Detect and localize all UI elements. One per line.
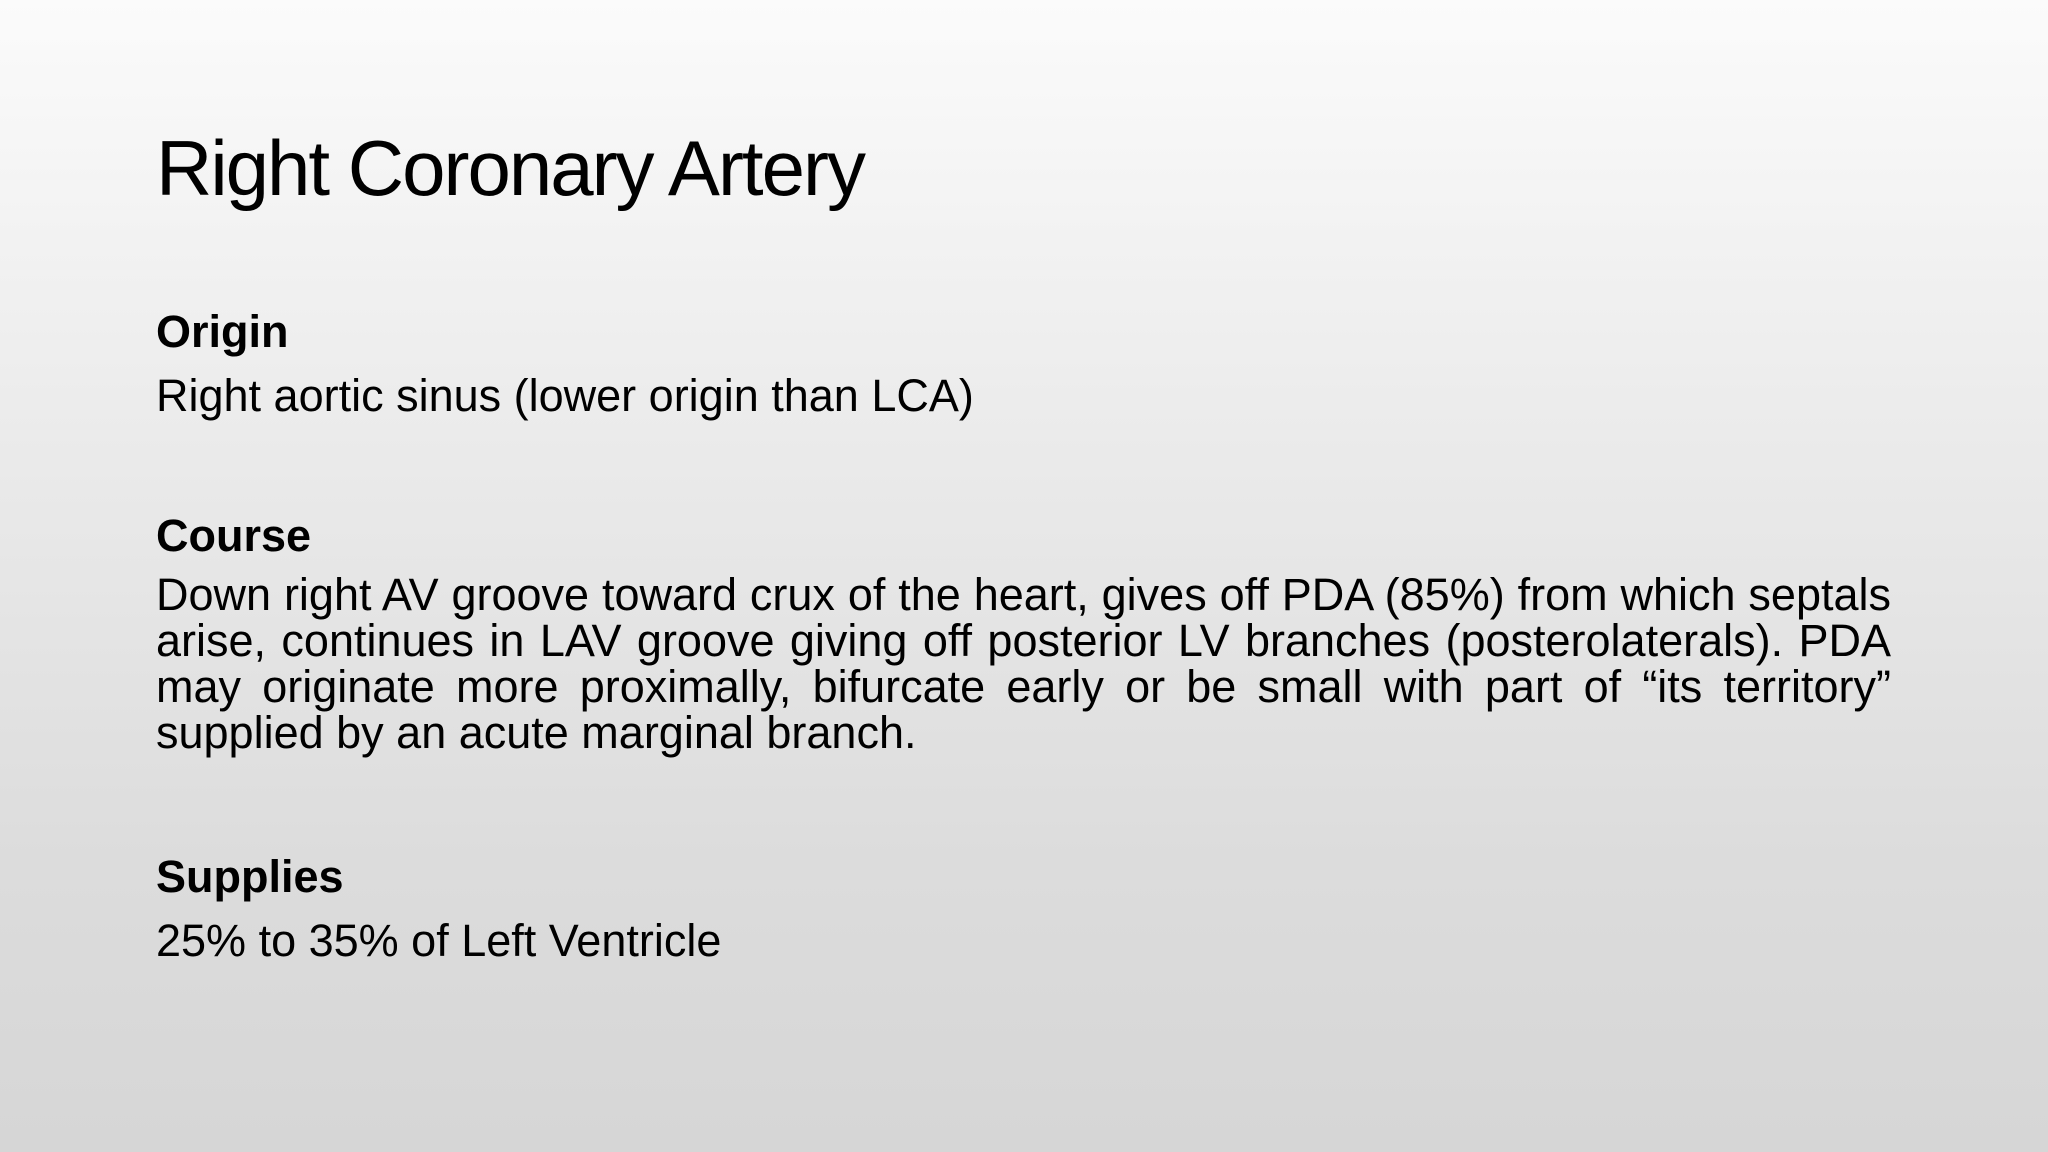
section-course <box>156 504 1891 756</box>
supplies-heading: Supplies <box>156 851 344 902</box>
slide-title: Right Coronary Artery <box>156 124 864 212</box>
origin-heading: Origin <box>156 306 289 357</box>
course-heading: Course <box>156 510 312 561</box>
section-supplies <box>156 845 1891 973</box>
origin-text: Right aortic sinus (lower origin than LCA) <box>156 370 974 421</box>
supplies-text: 25% to 35% of Left Ventricle <box>156 915 722 966</box>
course-text: Down right AV groove toward crux of the heart, gives off PDA (85%) from which septals arise, continues in LAV groove giving off posterior LV branches (posterolaterals). PDA may originate more proximally, bifurcate early or be small with part of “its territory” supplied by an acute marginal branch. <box>156 569 1891 758</box>
section-origin <box>156 300 1891 428</box>
